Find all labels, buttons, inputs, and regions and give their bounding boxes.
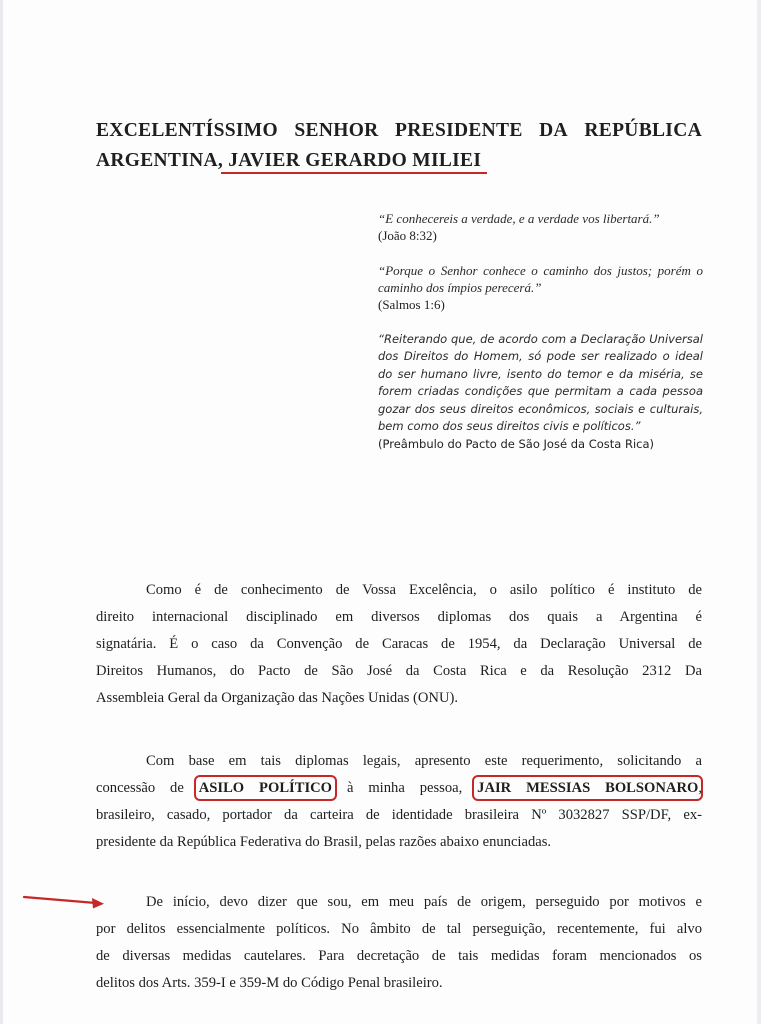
addressee-underline <box>221 172 487 174</box>
paragraph-line: signatária. É o caso da Convenção de Caracas de 1954, da Declaração Universal de <box>96 636 702 652</box>
epigraph-quote: “Reiterando que, de acordo com a Declaração Universal dos Direitos do Homem, só pode ser realizado o ideal do ser humano livre, isento do temor e da miséria, se forem criadas condições que permitam a cada pessoa gozar dos seus direitos econômicos, sociais e culturais, bem como dos seus direitos civis e políticos.” <box>378 332 703 434</box>
red-arrow-icon <box>22 893 106 909</box>
paragraph-2 <box>96 748 702 856</box>
epigraph-3 <box>378 331 703 453</box>
epigraph-quote: “Porque o Senhor conhece o caminho dos justos; porém o caminho dos ímpios perecerá.” <box>378 263 703 295</box>
title-word: PRESIDENTE <box>395 120 523 141</box>
epigraph-reference: (João 8:32) <box>378 228 437 243</box>
epigraphs <box>378 210 703 453</box>
paragraph-line: delitos dos Arts. 359-I e 359-M do Código Penal brasileiro. <box>96 975 443 991</box>
asylum-highlight: ASILO POLÍTICO <box>198 780 333 796</box>
paragraph-line: Assembleia Geral da Organização das Nações Unidas (ONU). <box>96 690 459 706</box>
page-left-edge <box>0 0 3 1024</box>
title-word: DA <box>539 120 568 141</box>
paragraph-line: por delitos essencialmente políticos. No âmbito de tal perseguição, recentemente, fui alvo <box>96 921 702 937</box>
paragraph-line: De início, devo dizer que sou, em meu país de origem, perseguido por motivos e <box>146 894 702 910</box>
requester-name-highlight: JAIR MESSIAS BOLSONARO <box>477 780 699 796</box>
paragraph-line: Com base em tais diplomas legais, apresento este requerimento, solicitando a <box>146 753 702 769</box>
title-word: SENHOR <box>294 120 379 141</box>
epigraph-2 <box>378 262 703 313</box>
paragraph-line: de diversas medidas cautelares. Para decretação de tais medidas foram mencionados os <box>96 948 702 964</box>
paragraph-line: brasileiro, casado, portador da carteira de identidade brasileira Nº 3032827 SSP/DF, ex- <box>96 807 702 823</box>
title-word: REPÚBLICA <box>584 120 702 141</box>
text-segment: concessão de <box>96 780 199 796</box>
addressee-name: JAVIER GERARDO MILIEI <box>223 150 482 171</box>
page-right-edge <box>757 0 761 1024</box>
text-segment: à minha pessoa, <box>332 780 478 796</box>
paragraph-line: direito internacional disciplinado em diversos diplomas dos quais a Argentina é <box>96 609 702 625</box>
title-prefix: ARGENTINA, <box>96 150 224 171</box>
paragraph-line: Direitos Humanos, do Pacto de São José da Costa Rica e da Resolução 2312 Da <box>96 663 702 679</box>
title-line-1 <box>96 116 702 146</box>
epigraph-1 <box>378 210 703 244</box>
paragraph-1 <box>96 577 702 712</box>
paragraph-line-with-highlights <box>96 775 702 802</box>
title-word: EXCELENTÍSSIMO <box>96 120 278 141</box>
epigraph-reference: (Preâmbulo do Pacto de São José da Costa Rica) <box>378 437 655 452</box>
text-segment: , <box>698 780 702 796</box>
epigraph-quote: “E conhecereis a verdade, e a verdade vos libertará.” <box>378 211 660 226</box>
paragraph-3 <box>96 889 702 997</box>
paragraph-line: presidente da República Federativa do Brasil, pelas razões abaixo enunciadas. <box>96 834 552 850</box>
epigraph-reference: (Salmos 1:6) <box>378 297 445 312</box>
paragraph-line: Como é de conhecimento de Vossa Excelência, o asilo político é instituto de <box>146 582 702 598</box>
document-title <box>96 116 702 176</box>
